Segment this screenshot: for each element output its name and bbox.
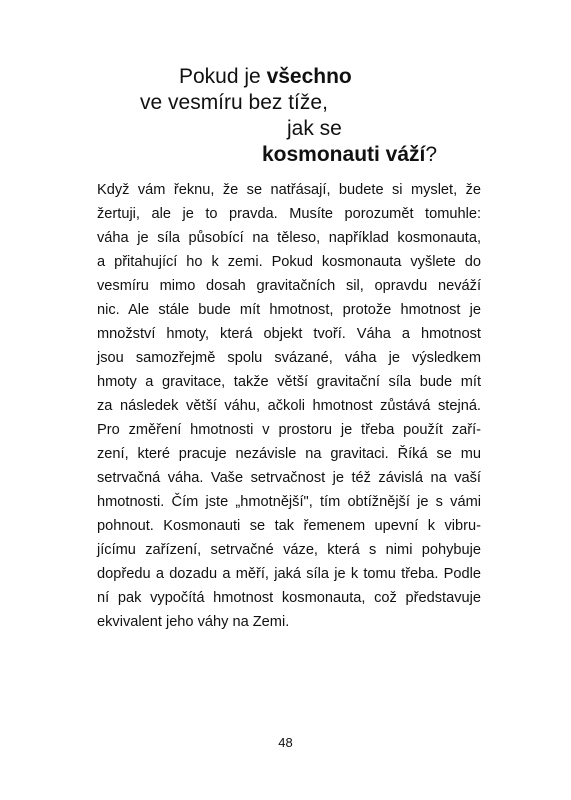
body-paragraph bbox=[97, 178, 481, 634]
body-line: hmotnosti. Čím jste „hmotnější", tím obtížnější je s vámi bbox=[97, 494, 481, 510]
heading-line-4-bold: kosmonauti váží bbox=[262, 143, 426, 166]
body-line: pohnout. Kosmonauti se tak řemenem upevní k vibru- bbox=[97, 518, 481, 534]
heading-line-2: ve vesmíru bez tíže, bbox=[140, 91, 328, 114]
heading-line-1-bold: všechno bbox=[266, 65, 352, 88]
body-line: dopředu a dozadu a měří, jaká síla je k tomu třeba. Podle bbox=[97, 566, 481, 582]
body-line: jsou samozřejmě spolu svázané, váha je výsledkem bbox=[97, 350, 481, 366]
body-line: za následek větší váhu, ačkoli hmotnost zůstává stejná. bbox=[97, 398, 481, 414]
body-line: ekvivalent jeho váhy na Zemi. bbox=[97, 614, 290, 630]
body-line: Když vám řeknu, že se natřásají, budete si myslet, že bbox=[97, 182, 481, 198]
body-line: množství hmoty, která objekt tvoří. Váha a hmotnost bbox=[97, 326, 481, 342]
heading-line-4 bbox=[262, 142, 437, 168]
body-line: jícímu zařízení, setrvačné váze, která s nimi pohybuje bbox=[97, 542, 481, 558]
body-line: zení, které pracuje nezávisle na gravitaci. Říká se mu bbox=[97, 446, 481, 462]
body-line: hmoty a gravitace, takže větší gravitační síla bude mít bbox=[97, 374, 481, 390]
body-line: a přitahující ho k zemi. Pokud kosmonauta vyšlete do bbox=[97, 254, 481, 270]
body-line: nic. Ale stále bude mít hmotnost, protože hmotnost je bbox=[97, 302, 481, 318]
heading-line-4-suffix: ? bbox=[425, 143, 438, 166]
page-number: 48 bbox=[278, 735, 293, 750]
heading-line-1 bbox=[179, 64, 352, 90]
body-line: setrvačná váha. Vaše setrvačnost je též závislá na vaší bbox=[97, 470, 481, 486]
heading-line-1-prefix: Pokud je bbox=[179, 65, 267, 88]
body-line: vesmíru mimo dosah gravitačních sil, opravdu neváží bbox=[97, 278, 481, 294]
body-line: Pro změření hmotnosti v prostoru je třeba použít zaří- bbox=[97, 422, 481, 438]
body-line: ní pak vypočítá hmotnost kosmonauta, což představuje bbox=[97, 590, 481, 606]
heading-line-3: jak se bbox=[287, 117, 342, 140]
body-line: váha je síla působící na těleso, například kosmonauta, bbox=[97, 230, 481, 246]
body-line: žertuji, ale je to pravda. Musíte porozumět tomuhle: bbox=[97, 206, 481, 222]
